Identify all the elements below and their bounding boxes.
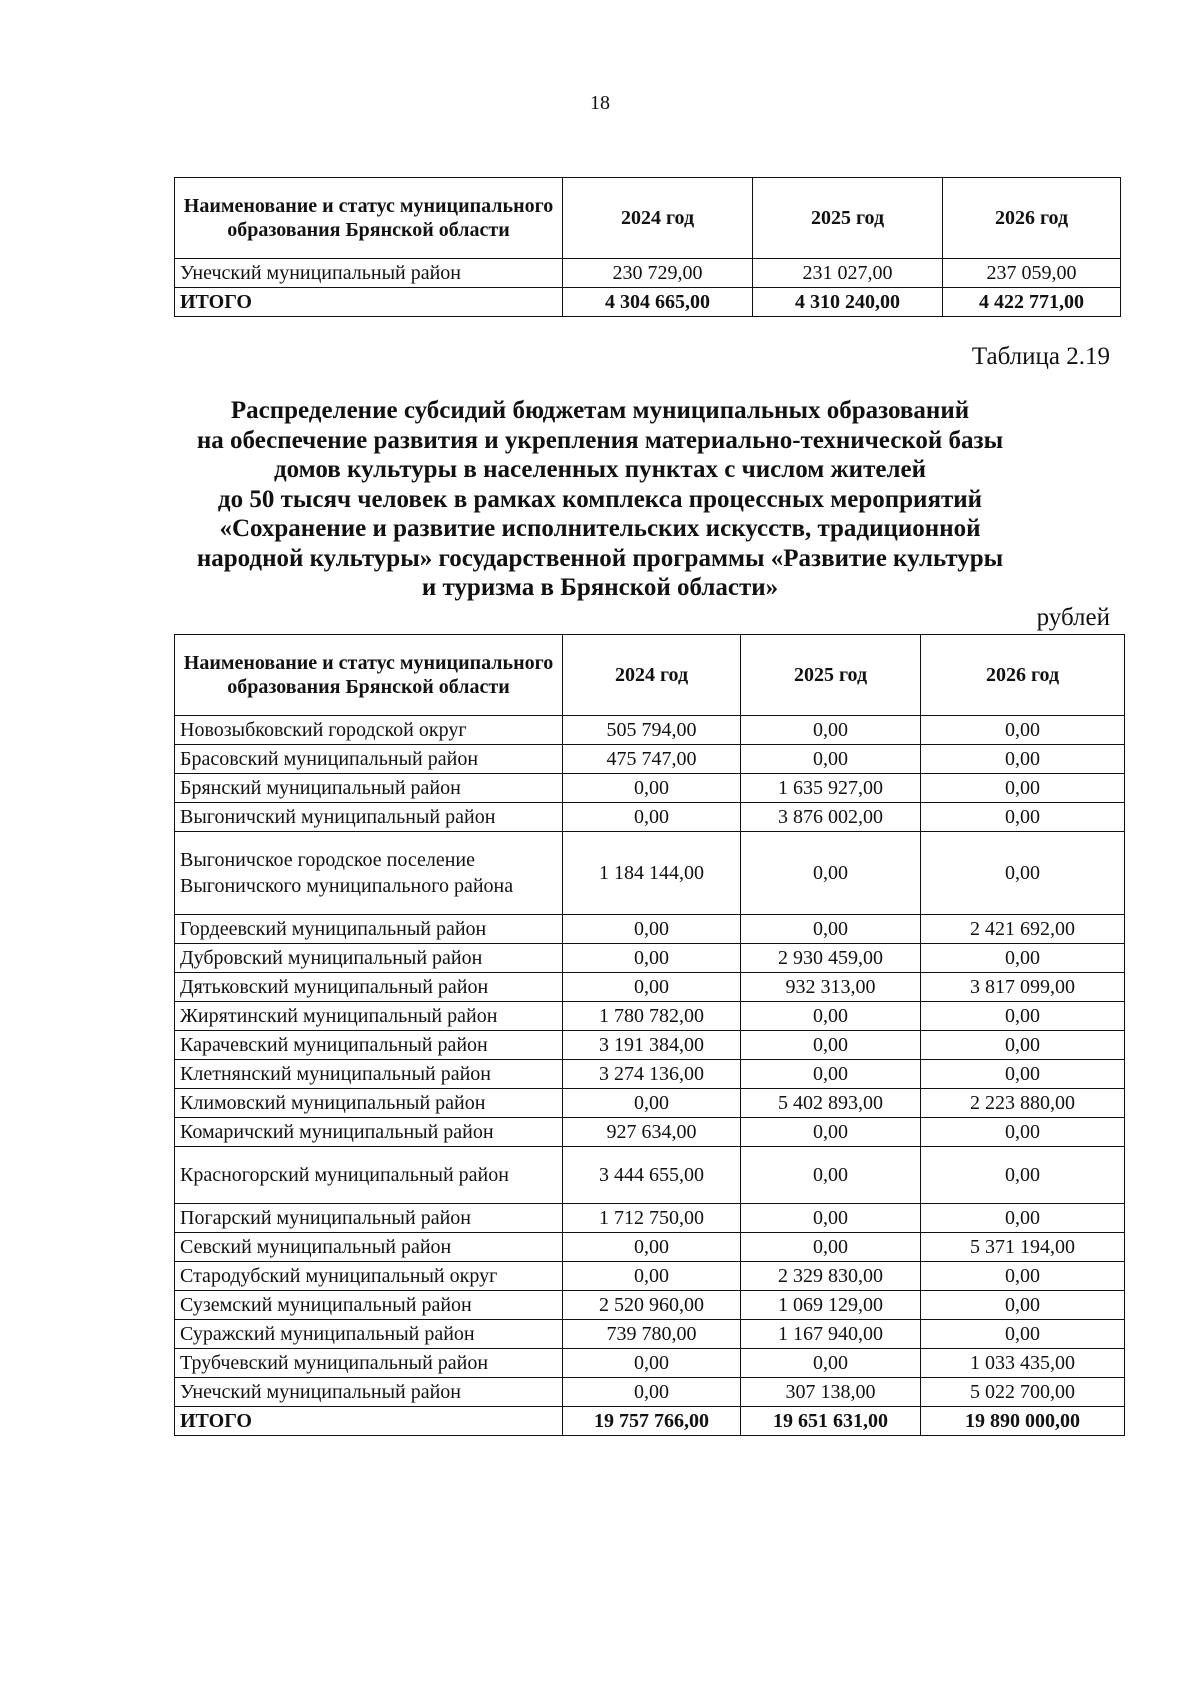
table-row: [175, 1060, 1125, 1089]
table-row: [175, 1118, 1125, 1147]
cell-2024: 0,00: [563, 1089, 741, 1118]
cell-2026: 0,00: [921, 1060, 1125, 1089]
table-row: [175, 803, 1125, 832]
cell-2026: 3 817 099,00: [921, 973, 1125, 1002]
cell-2025: 0,00: [741, 1031, 921, 1060]
table-row: [175, 1320, 1125, 1349]
total-2024: 19 757 766,00: [563, 1407, 741, 1436]
cell-2026: 5 371 194,00: [921, 1233, 1125, 1262]
header-2024: 2024 год: [563, 635, 741, 716]
cell-2025: 0,00: [741, 1204, 921, 1233]
cell-name: Карачевский муниципальный район: [175, 1031, 563, 1060]
header-2024: 2024 год: [563, 178, 753, 259]
cell-2024: 927 634,00: [563, 1118, 741, 1147]
page-number: 18: [590, 92, 610, 114]
table-row: [175, 745, 1125, 774]
cell-name: Дятьковский муниципальный район: [175, 973, 563, 1002]
cell-name: Гордеевский муниципальный район: [175, 915, 563, 944]
cell-name: Суземский муниципальный район: [175, 1291, 563, 1320]
cell-name: Стародубский муниципальный округ: [175, 1262, 563, 1291]
cell-name: Новозыбковский городской округ: [175, 716, 563, 745]
cell-2026: 0,00: [921, 1002, 1125, 1031]
table-row: [175, 774, 1125, 803]
table-row: [175, 1262, 1125, 1291]
cell-2024: 0,00: [563, 774, 741, 803]
cell-name: Трубчевский муниципальный район: [175, 1349, 563, 1378]
cell-2024: 1 184 144,00: [563, 832, 741, 915]
table-row: [175, 259, 1121, 288]
total-row: [175, 1407, 1125, 1436]
header-name: Наименование и статус муниципального образования Брянской области: [175, 635, 563, 716]
cell-2024: 0,00: [563, 1262, 741, 1291]
cell-2026: 5 022 700,00: [921, 1378, 1125, 1407]
title-line: Распределение субсидий бюджетам муниципальных образований: [230, 397, 970, 424]
cell-2026: 0,00: [921, 1031, 1125, 1060]
table-row: [175, 915, 1125, 944]
cell-2025: 932 313,00: [741, 973, 921, 1002]
cell-2024: 0,00: [563, 915, 741, 944]
cell-2026: 0,00: [921, 1320, 1125, 1349]
cell-2026: 0,00: [921, 1118, 1125, 1147]
cell-2024: 0,00: [563, 973, 741, 1002]
cell-2026: 0,00: [921, 1262, 1125, 1291]
total-2025: 4 310 240,00: [753, 288, 943, 317]
cell-2025: 0,00: [741, 1118, 921, 1147]
cell-2025: 0,00: [741, 915, 921, 944]
cell-2025: 0,00: [741, 832, 921, 915]
cell-2024: 0,00: [563, 1378, 741, 1407]
cell-2025: 0,00: [741, 1002, 921, 1031]
cell-2026: 0,00: [921, 774, 1125, 803]
cell-2026: 0,00: [921, 803, 1125, 832]
cell-name: Комаричский муниципальный район: [175, 1118, 563, 1147]
cell-2024: 505 794,00: [563, 716, 741, 745]
total-2026: 4 422 771,00: [943, 288, 1121, 317]
total-label: ИТОГО: [175, 1407, 563, 1436]
cell-name: Погарский муниципальный район: [175, 1204, 563, 1233]
cell-2025: 0,00: [741, 716, 921, 745]
table-row: [175, 1002, 1125, 1031]
cell-name: Климовский муниципальный район: [175, 1089, 563, 1118]
table-row: [175, 1349, 1125, 1378]
table-label: Таблица 2.19: [971, 343, 1110, 370]
header-2025: 2025 год: [741, 635, 921, 716]
header-2026: 2026 год: [943, 178, 1121, 259]
cell-2024: 0,00: [563, 1233, 741, 1262]
cell-2026: 0,00: [921, 1291, 1125, 1320]
unit-label: рублей: [1036, 604, 1110, 631]
cell-2026: 0,00: [921, 1147, 1125, 1204]
cell-2025: 231 027,00: [753, 259, 943, 288]
table-row: [175, 1147, 1125, 1204]
total-row: [175, 288, 1121, 317]
table-row: [175, 1233, 1125, 1262]
cell-2024: 0,00: [563, 944, 741, 973]
table-row: [175, 716, 1125, 745]
cell-name: Дубровский муниципальный район: [175, 944, 563, 973]
cell-name: Севский муниципальный район: [175, 1233, 563, 1262]
table-row: [175, 1031, 1125, 1060]
cell-2025: 0,00: [741, 745, 921, 774]
cell-2025: 0,00: [741, 1349, 921, 1378]
cell-2025: 3 876 002,00: [741, 803, 921, 832]
cell-2026: 2 223 880,00: [921, 1089, 1125, 1118]
cell-2024: 3 191 384,00: [563, 1031, 741, 1060]
cell-2026: 237 059,00: [943, 259, 1121, 288]
cell-2025: 2 930 459,00: [741, 944, 921, 973]
cell-2024: 739 780,00: [563, 1320, 741, 1349]
total-2026: 19 890 000,00: [921, 1407, 1125, 1436]
header-2026: 2026 год: [921, 635, 1125, 716]
table-row: [175, 1291, 1125, 1320]
cell-2025: 1 069 129,00: [741, 1291, 921, 1320]
cell-name: Клетнянский муниципальный район: [175, 1060, 563, 1089]
cell-name: Выгоничский муниципальный район: [175, 803, 563, 832]
cell-2025: 0,00: [741, 1147, 921, 1204]
cell-2024: 230 729,00: [563, 259, 753, 288]
total-2024: 4 304 665,00: [563, 288, 753, 317]
cell-2025: 1 167 940,00: [741, 1320, 921, 1349]
cell-name: Унечский муниципальный район: [175, 259, 563, 288]
cell-2024: 2 520 960,00: [563, 1291, 741, 1320]
cell-2024: 3 274 136,00: [563, 1060, 741, 1089]
cell-2026: 0,00: [921, 944, 1125, 973]
continued-table: [174, 177, 1121, 317]
table-header-row: [175, 178, 1121, 259]
cell-2026: 0,00: [921, 1204, 1125, 1233]
header-name: Наименование и статус муниципального образования Брянской области: [175, 178, 563, 259]
table-header-row: [175, 635, 1125, 716]
cell-2024: 475 747,00: [563, 745, 741, 774]
cell-2026: 0,00: [921, 832, 1125, 915]
table-row: [175, 973, 1125, 1002]
table-row: [175, 944, 1125, 973]
cell-name: Жирятинский муниципальный район: [175, 1002, 563, 1031]
cell-2025: 2 329 830,00: [741, 1262, 921, 1291]
cell-2024: 1 712 750,00: [563, 1204, 741, 1233]
cell-2026: 2 421 692,00: [921, 915, 1125, 944]
cell-name: Брянский муниципальный район: [175, 774, 563, 803]
table-title: [160, 396, 1040, 603]
cell-2024: 3 444 655,00: [563, 1147, 741, 1204]
table-row: [175, 1378, 1125, 1407]
cell-name: Красногорский муниципальный район: [175, 1147, 563, 1204]
title-line: народной культуры» государственной программы «Развитие культуры: [196, 544, 1004, 572]
title-line: и туризма в Брянской области»: [421, 574, 779, 601]
cell-2024: 1 780 782,00: [563, 1002, 741, 1031]
cell-2025: 1 635 927,00: [741, 774, 921, 803]
cell-2025: 0,00: [741, 1233, 921, 1262]
header-2025: 2025 год: [753, 178, 943, 259]
cell-2024: 0,00: [563, 1349, 741, 1378]
cell-2025: 5 402 893,00: [741, 1089, 921, 1118]
cell-name: Выгоничское городское поселение Выгоничского муниципального района: [175, 832, 563, 915]
title-line: на обеспечение развития и укрепления материально-технической базы: [196, 426, 1004, 454]
cell-2026: 0,00: [921, 745, 1125, 774]
subsidy-table: [174, 634, 1125, 1436]
title-line: до 50 тысяч человек в рамках комплекса процессных мероприятий: [217, 485, 983, 513]
cell-2025: 0,00: [741, 1060, 921, 1089]
total-2025: 19 651 631,00: [741, 1407, 921, 1436]
cell-name: Унечский муниципальный район: [175, 1378, 563, 1407]
cell-2026: 0,00: [921, 716, 1125, 745]
table-row: [175, 1089, 1125, 1118]
table-row: [175, 832, 1125, 915]
table-row: [175, 1204, 1125, 1233]
total-label: ИТОГО: [175, 288, 563, 317]
cell-2024: 0,00: [563, 803, 741, 832]
cell-2026: 1 033 435,00: [921, 1349, 1125, 1378]
title-line: домов культуры в населенных пунктах с числом жителей: [274, 456, 926, 483]
title-line: «Сохранение и развитие исполнительских искусств, традиционной: [219, 515, 981, 542]
cell-2025: 307 138,00: [741, 1378, 921, 1407]
cell-name: Брасовский муниципальный район: [175, 745, 563, 774]
cell-name: Суражский муниципальный район: [175, 1320, 563, 1349]
